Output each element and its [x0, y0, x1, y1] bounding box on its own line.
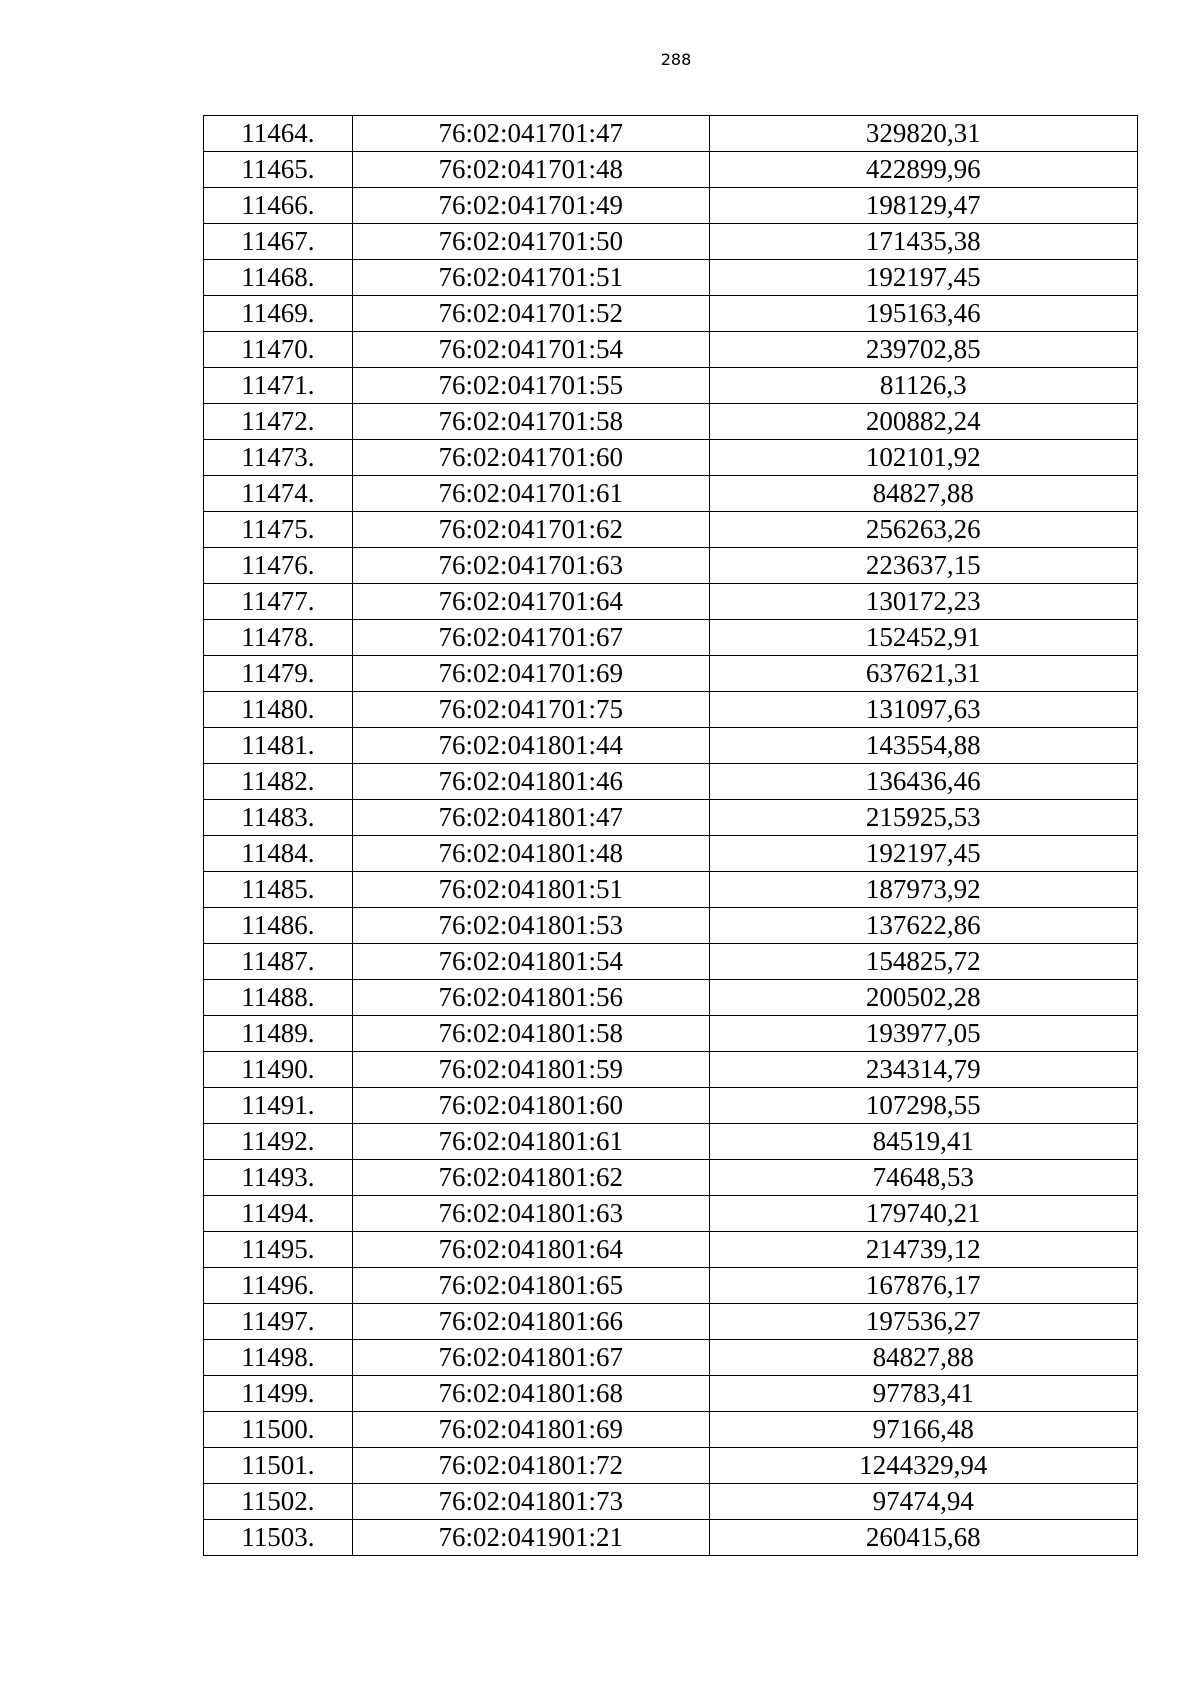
table-row	[204, 260, 1138, 296]
cadastral-value-cell: 81126,3	[709, 368, 1137, 404]
cadastral-number-cell: 76:02:041801:46	[352, 764, 709, 800]
table-row	[204, 836, 1138, 872]
cadastral-value-cell: 200882,24	[709, 404, 1137, 440]
table-row	[204, 1016, 1138, 1052]
cadastral-number-cell: 76:02:041701:63	[352, 548, 709, 584]
cadastral-value-cell: 97474,94	[709, 1484, 1137, 1520]
row-number-cell: 11486.	[204, 908, 353, 944]
cadastral-number-cell: 76:02:041801:67	[352, 1340, 709, 1376]
cadastral-number-cell: 76:02:041801:63	[352, 1196, 709, 1232]
cadastral-number-cell: 76:02:041801:73	[352, 1484, 709, 1520]
cadastral-number-cell: 76:02:041801:61	[352, 1124, 709, 1160]
table-row	[204, 296, 1138, 332]
cadastral-number-cell: 76:02:041701:54	[352, 332, 709, 368]
table-row	[204, 1160, 1138, 1196]
row-number-cell: 11496.	[204, 1268, 353, 1304]
row-number-cell: 11501.	[204, 1448, 353, 1484]
cadastral-value-cell: 192197,45	[709, 836, 1137, 872]
table-row	[204, 1484, 1138, 1520]
page-number: 288	[660, 50, 692, 69]
cadastral-number-cell: 76:02:041801:44	[352, 728, 709, 764]
cadastral-value-cell: 223637,15	[709, 548, 1137, 584]
table-row	[204, 872, 1138, 908]
table-row	[204, 692, 1138, 728]
cadastral-number-cell: 76:02:041801:53	[352, 908, 709, 944]
table-row	[204, 764, 1138, 800]
cadastral-value-cell: 137622,86	[709, 908, 1137, 944]
table-row	[204, 1232, 1138, 1268]
table-body	[204, 116, 1138, 1556]
cadastral-value-cell: 329820,31	[709, 116, 1137, 152]
table-row	[204, 1196, 1138, 1232]
row-number-cell: 11468.	[204, 260, 353, 296]
cadastral-value-cell: 84827,88	[709, 476, 1137, 512]
table-row	[204, 1340, 1138, 1376]
table-row	[204, 1052, 1138, 1088]
cadastral-number-cell: 76:02:041701:60	[352, 440, 709, 476]
cadastral-number-cell: 76:02:041801:48	[352, 836, 709, 872]
cadastral-number-cell: 76:02:041701:47	[352, 116, 709, 152]
row-number-cell: 11472.	[204, 404, 353, 440]
cadastral-number-cell: 76:02:041801:56	[352, 980, 709, 1016]
cadastral-number-cell: 76:02:041801:51	[352, 872, 709, 908]
table-row	[204, 368, 1138, 404]
cadastral-value-cell: 197536,27	[709, 1304, 1137, 1340]
cadastral-value-cell: 74648,53	[709, 1160, 1137, 1196]
row-number-cell: 11487.	[204, 944, 353, 980]
cadastral-number-cell: 76:02:041701:58	[352, 404, 709, 440]
cadastral-value-cell: 198129,47	[709, 188, 1137, 224]
row-number-cell: 11479.	[204, 656, 353, 692]
cadastral-number-cell: 76:02:041701:51	[352, 260, 709, 296]
row-number-cell: 11471.	[204, 368, 353, 404]
cadastral-number-cell: 76:02:041701:62	[352, 512, 709, 548]
cadastral-value-cell: 131097,63	[709, 692, 1137, 728]
cadastral-number-cell: 76:02:041801:58	[352, 1016, 709, 1052]
cadastral-value-cell: 187973,92	[709, 872, 1137, 908]
row-number-cell: 11500.	[204, 1412, 353, 1448]
row-number-cell: 11499.	[204, 1376, 353, 1412]
table-row	[204, 656, 1138, 692]
cadastral-number-cell: 76:02:041701:52	[352, 296, 709, 332]
row-number-cell: 11469.	[204, 296, 353, 332]
cadastral-number-cell: 76:02:041801:62	[352, 1160, 709, 1196]
row-number-cell: 11490.	[204, 1052, 353, 1088]
cadastral-value-cell: 422899,96	[709, 152, 1137, 188]
cadastral-value-cell: 143554,88	[709, 728, 1137, 764]
cadastral-number-cell: 76:02:041701:55	[352, 368, 709, 404]
table-row	[204, 116, 1138, 152]
cadastral-number-cell: 76:02:041701:61	[352, 476, 709, 512]
cadastral-value-cell: 130172,23	[709, 584, 1137, 620]
cadastral-value-cell: 171435,38	[709, 224, 1137, 260]
cadastral-number-cell: 76:02:041801:65	[352, 1268, 709, 1304]
cadastral-number-cell: 76:02:041701:48	[352, 152, 709, 188]
table-row	[204, 224, 1138, 260]
cadastral-value-cell: 192197,45	[709, 260, 1137, 296]
table-row	[204, 800, 1138, 836]
row-number-cell: 11483.	[204, 800, 353, 836]
row-number-cell: 11495.	[204, 1232, 353, 1268]
cadastral-number-cell: 76:02:041701:50	[352, 224, 709, 260]
table-row	[204, 512, 1138, 548]
table-row	[204, 152, 1138, 188]
table-row	[204, 944, 1138, 980]
row-number-cell: 11489.	[204, 1016, 353, 1052]
cadastral-number-cell: 76:02:041801:59	[352, 1052, 709, 1088]
table-row	[204, 1376, 1138, 1412]
row-number-cell: 11484.	[204, 836, 353, 872]
cadastral-value-cell: 195163,46	[709, 296, 1137, 332]
table-row	[204, 476, 1138, 512]
row-number-cell: 11467.	[204, 224, 353, 260]
cadastral-value-cell: 152452,91	[709, 620, 1137, 656]
row-number-cell: 11466.	[204, 188, 353, 224]
table-row	[204, 584, 1138, 620]
cadastral-number-cell: 76:02:041801:68	[352, 1376, 709, 1412]
row-number-cell: 11485.	[204, 872, 353, 908]
cadastral-value-cell: 107298,55	[709, 1088, 1137, 1124]
cadastral-value-cell: 1244329,94	[709, 1448, 1137, 1484]
cadastral-number-cell: 76:02:041701:67	[352, 620, 709, 656]
cadastral-number-cell: 76:02:041701:75	[352, 692, 709, 728]
cadastral-number-cell: 76:02:041801:72	[352, 1448, 709, 1484]
row-number-cell: 11498.	[204, 1340, 353, 1376]
cadastral-value-cell: 84519,41	[709, 1124, 1137, 1160]
table-row	[204, 908, 1138, 944]
row-number-cell: 11476.	[204, 548, 353, 584]
table-row	[204, 1448, 1138, 1484]
cadastral-value-cell: 179740,21	[709, 1196, 1137, 1232]
row-number-cell: 11465.	[204, 152, 353, 188]
row-number-cell: 11477.	[204, 584, 353, 620]
cadastral-value-cell: 84827,88	[709, 1340, 1137, 1376]
cadastral-value-cell: 234314,79	[709, 1052, 1137, 1088]
row-number-cell: 11473.	[204, 440, 353, 476]
table-row	[204, 332, 1138, 368]
cadastral-value-cell: 136436,46	[709, 764, 1137, 800]
cadastral-number-cell: 76:02:041701:64	[352, 584, 709, 620]
table-row	[204, 404, 1138, 440]
table-row	[204, 1124, 1138, 1160]
row-number-cell: 11478.	[204, 620, 353, 656]
cadastral-value-cell: 200502,28	[709, 980, 1137, 1016]
row-number-cell: 11491.	[204, 1088, 353, 1124]
cadastral-number-cell: 76:02:041701:49	[352, 188, 709, 224]
row-number-cell: 11474.	[204, 476, 353, 512]
cadastral-number-cell: 76:02:041801:66	[352, 1304, 709, 1340]
cadastral-value-cell: 97783,41	[709, 1376, 1137, 1412]
row-number-cell: 11482.	[204, 764, 353, 800]
cadastral-number-cell: 76:02:041801:60	[352, 1088, 709, 1124]
table-row	[204, 1304, 1138, 1340]
table-row	[204, 728, 1138, 764]
cadastral-value-cell: 154825,72	[709, 944, 1137, 980]
row-number-cell: 11492.	[204, 1124, 353, 1160]
row-number-cell: 11470.	[204, 332, 353, 368]
cadastral-value-cell: 102101,92	[709, 440, 1137, 476]
row-number-cell: 11488.	[204, 980, 353, 1016]
row-number-cell: 11464.	[204, 116, 353, 152]
cadastral-value-cell: 167876,17	[709, 1268, 1137, 1304]
table-row	[204, 620, 1138, 656]
cadastral-number-cell: 76:02:041801:47	[352, 800, 709, 836]
row-number-cell: 11497.	[204, 1304, 353, 1340]
cadastral-value-cell: 637621,31	[709, 656, 1137, 692]
table-row	[204, 1268, 1138, 1304]
row-number-cell: 11480.	[204, 692, 353, 728]
row-number-cell: 11503.	[204, 1520, 353, 1556]
table-row	[204, 1520, 1138, 1556]
cadastral-value-cell: 260415,68	[709, 1520, 1137, 1556]
row-number-cell: 11493.	[204, 1160, 353, 1196]
row-number-cell: 11494.	[204, 1196, 353, 1232]
cadastral-number-cell: 76:02:041801:69	[352, 1412, 709, 1448]
cadastral-value-cell: 97166,48	[709, 1412, 1137, 1448]
cadastral-number-cell: 76:02:041901:21	[352, 1520, 709, 1556]
cadastral-number-cell: 76:02:041801:64	[352, 1232, 709, 1268]
table-row	[204, 980, 1138, 1016]
cadastral-value-cell: 214739,12	[709, 1232, 1137, 1268]
table-row	[204, 188, 1138, 224]
table-row	[204, 548, 1138, 584]
cadastral-number-cell: 76:02:041801:54	[352, 944, 709, 980]
table-row	[204, 440, 1138, 476]
row-number-cell: 11502.	[204, 1484, 353, 1520]
cadastral-value-cell: 193977,05	[709, 1016, 1137, 1052]
cadastral-value-cell: 256263,26	[709, 512, 1137, 548]
cadastral-number-cell: 76:02:041701:69	[352, 656, 709, 692]
cadastral-value-cell: 215925,53	[709, 800, 1137, 836]
cadastral-value-table	[203, 115, 1138, 1556]
cadastral-value-cell: 239702,85	[709, 332, 1137, 368]
row-number-cell: 11481.	[204, 728, 353, 764]
table-row	[204, 1412, 1138, 1448]
row-number-cell: 11475.	[204, 512, 353, 548]
table-row	[204, 1088, 1138, 1124]
